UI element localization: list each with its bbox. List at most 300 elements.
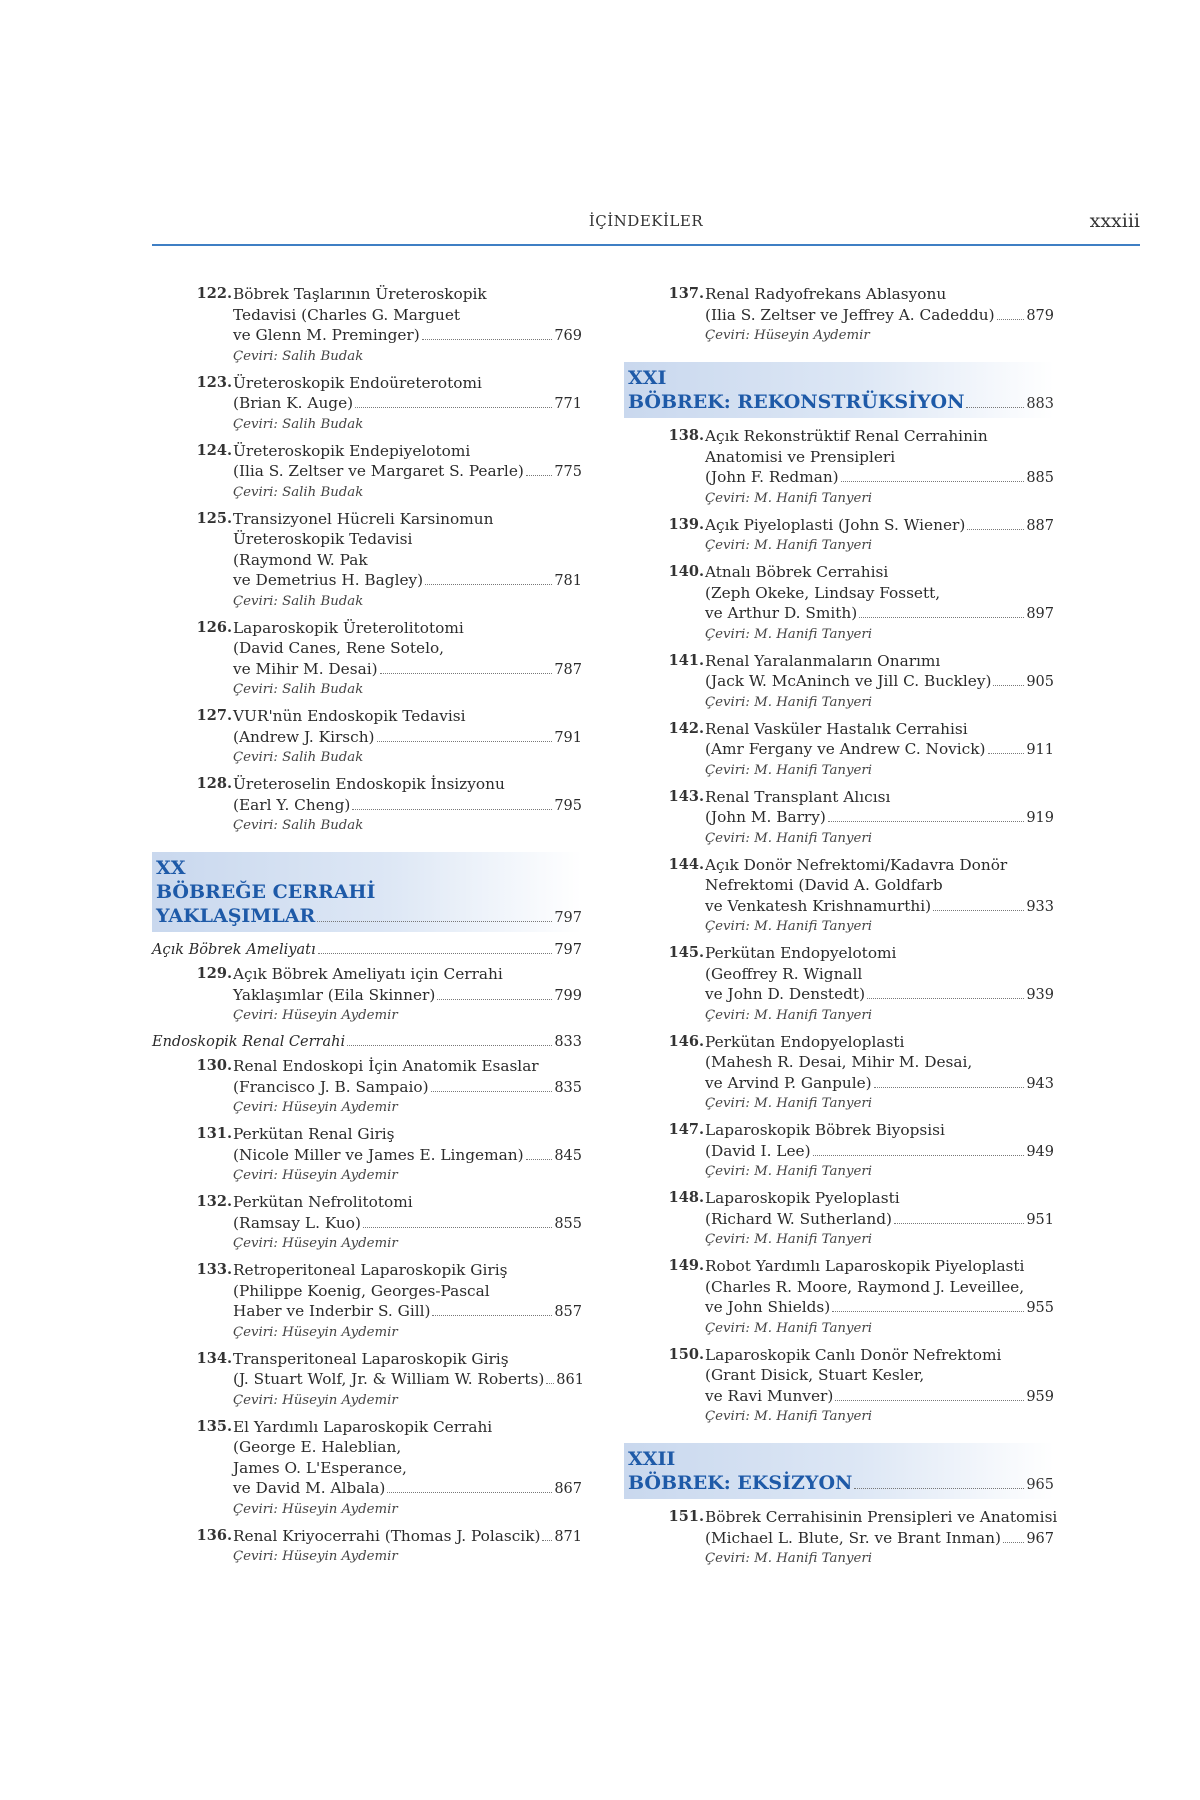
entry-title-last-line <box>705 807 1054 829</box>
entry-title-last-line <box>233 461 582 483</box>
entry-title-line: (Ramsay L. Kuo) <box>233 1213 361 1232</box>
entry-body <box>233 1349 582 1411</box>
entry-title-line: (Andrew J. Kirsch) <box>233 727 375 746</box>
entry-number: 149. <box>668 1257 704 1274</box>
entry-title-line: Renal Radyofrekans Ablasyonu <box>705 285 947 303</box>
entry-page: 775 <box>554 464 582 480</box>
entry-title-line: Retroperitoneal Laparoskopik Giriş <box>233 1261 508 1279</box>
entry-body <box>705 284 1054 346</box>
entry-title-last-line <box>705 984 1054 1006</box>
entry-translator: Çeviri: M. Hanifi Tanyeri <box>705 1007 872 1023</box>
entry-title-line: Renal Endoskopi İçin Anatomik Esaslar <box>233 1057 539 1075</box>
entry-number: 144. <box>668 855 704 873</box>
entry-translator: Çeviri: Hüseyin Aydemir <box>233 1501 398 1517</box>
entry-title-last-line <box>705 1141 1054 1163</box>
leader-dots <box>967 529 1024 530</box>
section-heading <box>152 852 582 932</box>
entry-body <box>705 515 1054 557</box>
entry-body <box>233 1192 582 1254</box>
entry-title-line: (Jack W. McAninch ve Jill C. Buckley) <box>705 672 992 690</box>
entry-title-line: ve Mihir M. Desai) <box>233 659 378 678</box>
entry-page: 879 <box>1026 307 1054 324</box>
entry-title-last-line <box>705 1209 1054 1231</box>
entry-title-line: (Zeph Okeke, Lindsay Fossett, <box>705 583 941 602</box>
toc-entry <box>152 1349 582 1411</box>
leader-dots <box>988 753 1025 754</box>
entry-title-last-line <box>233 1478 582 1500</box>
entry-title-line: Üreteroskopik Endepiyelotomi <box>233 441 471 460</box>
toc-entry <box>624 855 1054 938</box>
entry-title-line: Perkütan Renal Giriş <box>233 1125 395 1143</box>
entry-page: 933 <box>1026 898 1054 915</box>
entry-body <box>233 1124 582 1186</box>
entry-title-line: Anatomisi ve Prensipleri <box>705 447 896 466</box>
entry-title-line: (Richard W. Sutherland) <box>705 1209 892 1228</box>
header-page-number: xxxiii <box>1089 210 1140 232</box>
section-title-line: XX <box>156 857 186 879</box>
leader-dots <box>894 1223 1024 1224</box>
entry-page: 905 <box>1026 674 1054 690</box>
entry-number: 122. <box>196 285 232 302</box>
entry-title-line: Açık Rekonstrüktif Renal Cerrahinin <box>705 427 988 445</box>
leader-dots <box>835 1400 1024 1401</box>
leader-dots <box>431 1091 553 1092</box>
toc-entry <box>152 964 582 1026</box>
subsection-title: Endoskopik Renal Cerrahi <box>152 1034 346 1050</box>
entry-number: 148. <box>668 1189 704 1206</box>
entry-title-last-line <box>233 1145 582 1167</box>
section-title-line: BÖBREĞE CERRAHİ <box>156 881 376 903</box>
entry-body <box>233 1417 582 1520</box>
entry-title-last-line <box>705 1073 1054 1095</box>
leader-dots <box>542 1540 552 1541</box>
leader-dots <box>832 1311 1024 1312</box>
entry-title-line: Atnalı Böbrek Cerrahisi <box>705 563 889 581</box>
entry-translator: Çeviri: Salih Budak <box>233 348 364 364</box>
entry-translator: Çeviri: M. Hanifi Tanyeri <box>705 1320 872 1336</box>
subsection-title: Açık Böbrek Ameliyatı <box>152 942 316 958</box>
leader-dots <box>859 617 1024 618</box>
leader-dots <box>841 481 1025 482</box>
entry-title-last-line <box>233 1301 582 1323</box>
section-page: 797 <box>554 910 582 926</box>
entry-title-line: ve Ravi Munver) <box>705 1386 834 1405</box>
entry-group <box>624 284 1054 346</box>
entry-title-line: Üreteroskopik Endoüreterotomi <box>233 373 482 392</box>
entry-title-line: (David Canes, Rene Sotelo, <box>233 639 445 657</box>
section-heading <box>624 1443 1054 1499</box>
entry-title-last-line <box>233 727 582 749</box>
leader-dots <box>933 910 1024 911</box>
entry-title-last-line <box>705 467 1054 489</box>
entry-body <box>705 651 1054 713</box>
entry-number: 140. <box>668 563 704 580</box>
entry-page: 871 <box>554 1528 582 1545</box>
leader-dots <box>546 1383 554 1384</box>
leader-dots <box>526 475 552 476</box>
entry-page: 845 <box>554 1147 582 1164</box>
toc-entry <box>624 1188 1054 1250</box>
entry-title-line: VUR'nün Endoskopik Tedavisi <box>233 707 466 725</box>
entry-page: 855 <box>554 1215 582 1232</box>
subsection-heading <box>152 1032 582 1052</box>
leader-dots <box>526 1159 553 1160</box>
leader-dots <box>380 673 553 674</box>
entry-title-last-line <box>705 1297 1054 1319</box>
entry-translator: Çeviri: M. Hanifi Tanyeri <box>705 762 872 778</box>
entry-number: 128. <box>196 775 232 792</box>
toc-entry <box>624 719 1054 781</box>
entry-body <box>233 1056 582 1118</box>
entry-title-last-line <box>233 659 582 681</box>
entry-number: 127. <box>196 707 232 724</box>
leader-dots <box>993 685 1024 686</box>
entry-number: 141. <box>668 651 704 669</box>
entry-number: 124. <box>196 441 232 459</box>
entry-body <box>705 1032 1054 1115</box>
entry-group <box>624 1507 1058 1569</box>
entry-title-line: (Earl Y. Cheng) <box>233 795 351 814</box>
toc-entry <box>624 562 1054 645</box>
header-title: İÇİNDEKİLER <box>588 212 704 230</box>
entry-body <box>233 618 582 701</box>
entry-title-line: Yaklaşımlar (Eila Skinner) <box>233 985 436 1004</box>
entry-title-last-line <box>705 739 1054 761</box>
leader-dots <box>318 953 553 954</box>
entry-title-line: Nefrektomi (David A. Goldfarb <box>705 876 943 894</box>
entry-body <box>705 787 1054 849</box>
entry-page: 949 <box>1026 1143 1054 1160</box>
entry-title-last-line <box>705 515 1054 537</box>
entry-page: 867 <box>554 1481 582 1497</box>
entry-title-line: (J. Stuart Wolf, Jr. & William W. Roberts) <box>233 1370 545 1388</box>
leader-dots <box>813 1155 1025 1156</box>
entry-page: 955 <box>1026 1300 1054 1316</box>
entry-body <box>233 373 582 435</box>
entry-body <box>233 441 582 503</box>
entry-title-line: Açık Donör Nefrektomi/Kadavra Donör <box>705 855 1008 874</box>
entry-page: 951 <box>1026 1211 1054 1228</box>
entry-title-line: Transperitoneal Laparoskopik Giriş <box>233 1349 509 1368</box>
entry-translator: Çeviri: Hüseyin Aydemir <box>233 1168 398 1183</box>
entry-title-line: ve John Shields) <box>705 1298 831 1316</box>
entry-title-line: (George E. Haleblian, <box>233 1438 402 1456</box>
entry-group <box>152 1056 582 1567</box>
entry-number: 133. <box>196 1261 232 1278</box>
entry-title-line: Açık Böbrek Ameliyatı için Cerrahi <box>233 965 503 983</box>
entry-translator: Çeviri: M. Hanifi Tanyeri <box>705 626 872 642</box>
entry-title-last-line <box>233 570 582 592</box>
entry-body <box>233 284 582 367</box>
entry-title-line: Laparoskopik Böbrek Biyopsisi <box>705 1121 945 1139</box>
entry-title-line: (Michael L. Blute, Sr. ve Brant Inman) <box>705 1528 1001 1547</box>
entry-title-line: (John M. Barry) <box>705 808 826 826</box>
toc-entry <box>624 515 1054 557</box>
entry-title-line: Üreteroselin Endoskopik İnsizyonu <box>233 775 505 793</box>
entry-title-last-line <box>705 305 1054 327</box>
entry-page: 911 <box>1026 742 1054 758</box>
entry-title-last-line <box>233 1526 582 1548</box>
leader-dots <box>363 1227 552 1228</box>
entry-group <box>152 964 582 1026</box>
entry-translator: Çeviri: M. Hanifi Tanyeri <box>705 490 872 506</box>
section-heading <box>624 362 1054 418</box>
entry-title-last-line <box>705 896 1054 918</box>
toc-entry <box>624 1120 1054 1182</box>
section-title-line: BÖBREK: REKONSTRÜKSİYON <box>628 391 965 413</box>
entry-title-last-line <box>233 795 582 817</box>
entry-title-line: El Yardımlı Laparoskopik Cerrahi <box>233 1417 493 1436</box>
leader-dots <box>317 921 552 922</box>
toc-entry <box>624 651 1054 713</box>
entry-title-line: ve Demetrius H. Bagley) <box>233 571 424 589</box>
entry-title-line: Renal Kriyocerrahi (Thomas J. Polascik) <box>233 1526 541 1545</box>
section-title-last-line <box>156 904 582 930</box>
entry-title-last-line <box>233 1369 582 1391</box>
entry-title-last-line <box>705 1528 1054 1550</box>
leader-dots <box>355 407 552 408</box>
toc-entry <box>624 943 1054 1026</box>
leader-dots <box>1003 1542 1024 1543</box>
entry-title-line: Laparoskopik Üreterolitotomi <box>233 618 464 637</box>
entry-translator: Çeviri: Salih Budak <box>233 593 364 609</box>
entry-body <box>705 1507 1058 1569</box>
entry-title-last-line <box>705 603 1054 625</box>
entry-title-line: (Mahesh R. Desai, Mihir M. Desai, <box>705 1053 973 1071</box>
entry-title-last-line <box>233 1213 582 1235</box>
toc-entry <box>152 509 582 612</box>
entry-page: 885 <box>1026 470 1054 486</box>
entry-page: 795 <box>554 797 582 814</box>
entry-body <box>705 1256 1054 1339</box>
entry-number: 147. <box>668 1121 704 1138</box>
leader-dots <box>997 319 1025 320</box>
entry-title-line: (David I. Lee) <box>705 1141 811 1160</box>
leader-dots <box>352 809 552 810</box>
entry-page: 959 <box>1026 1388 1054 1405</box>
leader-dots <box>828 821 1024 822</box>
entry-body <box>705 1188 1054 1250</box>
entry-title-line: Renal Vasküler Hastalık Cerrahisi <box>705 719 968 738</box>
section-title-last-line <box>628 390 1054 416</box>
entry-page: 887 <box>1026 517 1054 534</box>
entry-title-line: Renal Yaralanmaların Onarımı <box>705 651 941 670</box>
section-title-line: YAKLAŞIMLAR <box>156 905 316 927</box>
entry-title-last-line <box>233 325 582 347</box>
section-title-line: XXII <box>628 1448 676 1470</box>
entry-number: 131. <box>196 1125 232 1142</box>
entry-number: 150. <box>668 1345 704 1363</box>
leader-dots <box>377 741 553 742</box>
entry-page: 835 <box>554 1079 582 1096</box>
entry-title-line: (Francisco J. B. Sampaio) <box>233 1077 429 1096</box>
leader-dots <box>387 1492 552 1493</box>
entry-page: 967 <box>1026 1530 1054 1547</box>
entry-translator: Çeviri: Hüseyin Aydemir <box>233 1008 398 1023</box>
section-title-line: XXI <box>628 367 667 389</box>
section-page: 965 <box>1026 1477 1054 1493</box>
toc-entry <box>624 1345 1054 1428</box>
entry-translator: Çeviri: Hüseyin Aydemir <box>705 328 870 343</box>
leader-dots <box>867 998 1024 999</box>
right-column <box>624 284 1058 1575</box>
entry-title-line: (Raymond W. Pak <box>233 550 368 569</box>
toc-entry <box>624 1256 1054 1339</box>
leader-dots <box>874 1087 1025 1088</box>
subsection-page: 797 <box>554 942 582 958</box>
entry-body <box>233 964 582 1026</box>
entry-body <box>705 426 1054 509</box>
entry-title-line: (Charles R. Moore, Raymond J. Leveillee, <box>705 1277 1025 1296</box>
entry-number: 130. <box>196 1057 232 1074</box>
toc-entry <box>624 284 1054 346</box>
entry-title-line: Böbrek Cerrahisinin Prensipleri ve Anatomisi <box>705 1508 1058 1526</box>
toc-entry <box>152 284 582 367</box>
toc-entry <box>152 1260 582 1343</box>
entry-page: 799 <box>554 987 582 1004</box>
entry-title-line: (Amr Fergany ve Andrew C. Novick) <box>705 740 986 758</box>
entry-title-line: ve John D. Denstedt) <box>705 985 866 1003</box>
entry-title-line: ve David M. Albala) <box>233 1479 386 1497</box>
entry-title-line: Renal Transplant Alıcısı <box>705 787 891 806</box>
entry-translator: Çeviri: M. Hanifi Tanyeri <box>705 538 872 553</box>
entry-translator: Çeviri: Hüseyin Aydemir <box>233 1324 398 1340</box>
entry-title-line: ve Venkatesh Krishnamurthi) <box>705 896 932 915</box>
entry-body <box>705 719 1054 781</box>
subsection-page: 833 <box>554 1034 582 1050</box>
entry-translator: Çeviri: M. Hanifi Tanyeri <box>705 1409 872 1424</box>
entry-body <box>705 943 1054 1026</box>
entry-title-last-line <box>233 985 582 1007</box>
section-title-line: BÖBREK: EKSİZYON <box>628 1472 853 1494</box>
entry-body <box>233 1526 582 1568</box>
entry-number: 139. <box>668 515 704 533</box>
entry-body <box>705 855 1054 938</box>
entry-page: 791 <box>554 729 582 746</box>
entry-page: 897 <box>1026 606 1054 622</box>
entry-body <box>233 774 582 836</box>
entry-number: 137. <box>668 285 704 302</box>
entry-number: 132. <box>196 1193 232 1210</box>
toc-entry <box>152 373 582 435</box>
entry-title-line: ve Glenn M. Preminger) <box>233 326 420 344</box>
entry-title-line: Tedavisi (Charles G. Marguet <box>233 305 461 324</box>
entry-title-last-line <box>705 671 1054 693</box>
entry-translator: Çeviri: Hüseyin Aydemir <box>233 1236 398 1251</box>
entry-translator: Çeviri: Hüseyin Aydemir <box>233 1392 398 1408</box>
entry-title-line: Perkütan Nefrolitotomi <box>233 1193 413 1211</box>
entry-title-line: (John F. Redman) <box>705 468 839 486</box>
entry-translator: Çeviri: M. Hanifi Tanyeri <box>705 830 872 846</box>
entry-number: 145. <box>668 944 704 961</box>
entry-page: 781 <box>554 573 582 589</box>
entry-title-line: (Grant Disick, Stuart Kesler, <box>705 1366 925 1384</box>
entry-title-line: (Nicole Miller ve James E. Lingeman) <box>233 1145 524 1164</box>
toc-entry <box>152 1124 582 1186</box>
entry-number: 129. <box>196 965 232 982</box>
entry-number: 143. <box>668 787 704 805</box>
entry-translator: Çeviri: M. Hanifi Tanyeri <box>705 1164 872 1179</box>
entry-translator: Çeviri: Salih Budak <box>233 416 364 432</box>
toc-entry <box>624 1032 1054 1115</box>
entry-number: 142. <box>668 719 704 737</box>
entry-page: 771 <box>554 396 582 412</box>
entry-page: 857 <box>554 1304 582 1320</box>
leader-dots <box>425 584 552 585</box>
entry-number: 138. <box>668 427 704 444</box>
leader-dots <box>422 339 553 340</box>
entry-body <box>233 509 582 612</box>
toc-entry <box>624 426 1054 509</box>
entry-number: 135. <box>196 1417 232 1435</box>
entry-title-line: (Ilia S. Zeltser ve Jeffrey A. Cadeddu) <box>705 305 995 324</box>
entry-translator: Çeviri: M. Hanifi Tanyeri <box>705 1096 872 1111</box>
toc-entry <box>152 1417 582 1520</box>
entry-translator: Çeviri: Hüseyin Aydemir <box>233 1549 398 1564</box>
leader-dots <box>854 1488 1024 1489</box>
entry-group <box>624 426 1054 1427</box>
toc-entry <box>152 706 582 768</box>
entry-body <box>705 562 1054 645</box>
entry-body <box>233 1260 582 1343</box>
entry-title-line: Transizyonel Hücreli Karsinomun <box>233 509 494 528</box>
entry-translator: Çeviri: Hüseyin Aydemir <box>233 1100 398 1115</box>
entry-body <box>705 1345 1054 1428</box>
toc-entry <box>624 787 1054 849</box>
entry-translator: Çeviri: M. Hanifi Tanyeri <box>705 694 872 710</box>
entry-page: 861 <box>556 1372 584 1388</box>
entry-translator: Çeviri: Salih Budak <box>233 484 364 500</box>
entry-number: 136. <box>196 1526 232 1544</box>
entry-translator: Çeviri: Salih Budak <box>233 818 364 833</box>
toc-entry <box>152 618 582 701</box>
entry-title-line: Laparoskopik Pyeloplasti <box>705 1189 900 1207</box>
entry-translator: Çeviri: M. Hanifi Tanyeri <box>705 1551 872 1566</box>
leader-dots <box>347 1045 552 1046</box>
entry-title-line: Açık Piyeloplasti (John S. Wiener) <box>705 515 966 534</box>
entry-translator: Çeviri: Salih Budak <box>233 682 364 697</box>
entry-title-line: Perkütan Endopyeloplasti <box>705 1032 905 1051</box>
entry-translator: Çeviri: M. Hanifi Tanyeri <box>705 1232 872 1247</box>
entry-title-line: Perkütan Endopyelotomi <box>705 944 897 962</box>
toc-entry <box>152 1526 582 1568</box>
toc-entry <box>152 774 582 836</box>
entry-title-line: (Philippe Koenig, Georges-Pascal <box>233 1281 490 1300</box>
entry-title-last-line <box>705 1386 1054 1408</box>
toc-entry <box>152 441 582 503</box>
entry-body <box>705 1120 1054 1182</box>
entry-title-line: Laparoskopik Canlı Donör Nefrektomi <box>705 1345 1002 1364</box>
entry-number: 134. <box>196 1349 232 1367</box>
entry-title-line: ve Arthur D. Smith) <box>705 604 858 622</box>
entry-page: 943 <box>1026 1075 1054 1092</box>
toc-entry <box>624 1507 1058 1569</box>
entry-title-line: (Ilia S. Zeltser ve Margaret S. Pearle) <box>233 462 524 480</box>
entry-page: 787 <box>554 661 582 678</box>
entry-number: 151. <box>668 1508 704 1525</box>
entry-number: 146. <box>668 1032 704 1050</box>
leader-dots <box>966 407 1024 408</box>
entry-group <box>152 284 582 836</box>
entry-page: 769 <box>554 328 582 344</box>
entry-title-line: Böbrek Taşlarının Üreteroskopik <box>233 285 487 303</box>
page-header <box>152 210 1140 246</box>
toc-entry <box>152 1056 582 1118</box>
subsection-heading <box>152 940 582 960</box>
entry-title-line: Haber ve Inderbir S. Gill) <box>233 1302 431 1320</box>
section-title-last-line <box>628 1471 1054 1497</box>
left-column <box>152 284 582 1573</box>
